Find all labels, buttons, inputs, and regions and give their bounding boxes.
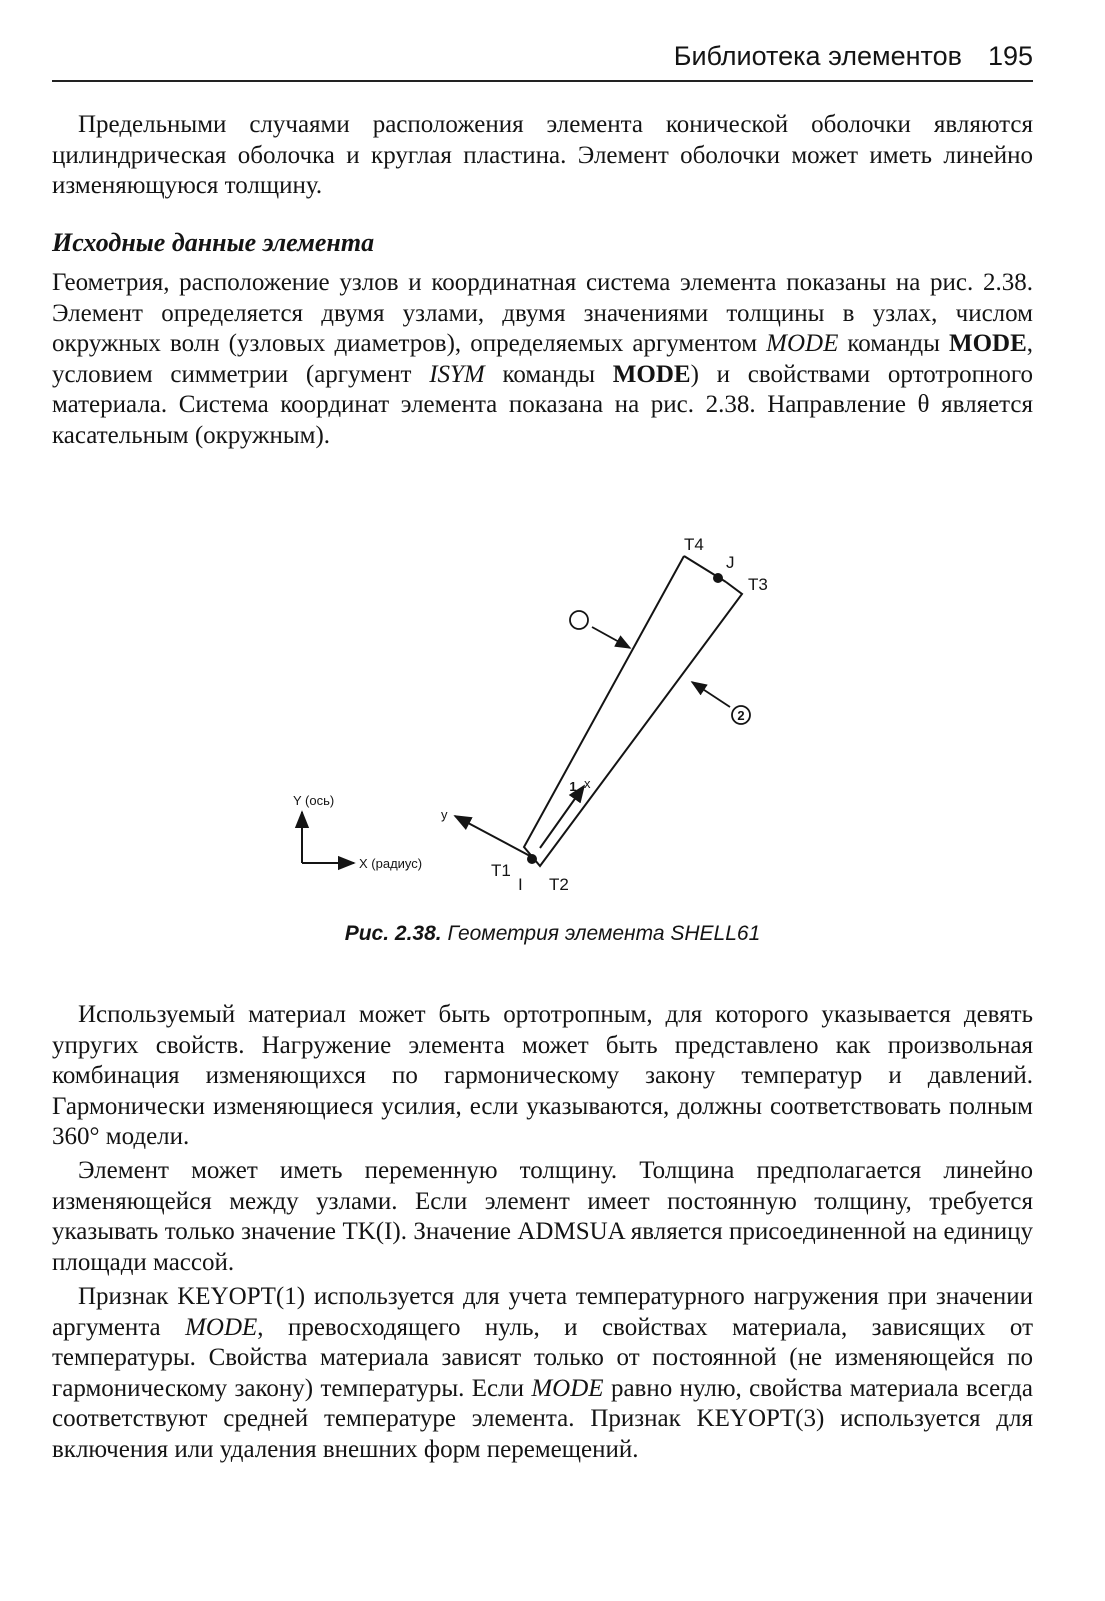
callout-1-number: 1: [569, 779, 577, 794]
label-j: J: [726, 553, 735, 572]
p1-mode-command-2: MODE: [612, 360, 691, 388]
input-data-paragraph: [52, 268, 1033, 451]
label-t2: T2: [549, 875, 569, 894]
node-j: [713, 573, 723, 583]
p4-mode-argument-2: MODE: [531, 1374, 604, 1402]
section-heading: Исходные данные элемента: [52, 228, 375, 257]
p1-text-a: Геометрия, расположение узлов и координатная система элемента показаны на рис. 2.38. Элемент определяется двумя узлами, двумя значениями толщины в узлах, числом окружных волн (узловых диаметров), определяемых аргументом: [52, 269, 1033, 357]
p1-isym-argument: ISYM: [429, 360, 485, 388]
label-global-y: Y (ось): [293, 793, 335, 808]
label-local-y: y: [441, 807, 448, 822]
callout-1-circle: [570, 611, 588, 629]
page-number: 195: [987, 41, 1033, 71]
element-outline: [524, 556, 745, 866]
figure-shell61: [0, 520, 1105, 930]
p1-mode-argument: MODE: [766, 330, 839, 357]
running-header: [52, 38, 1033, 82]
p4-mode-argument: MODE: [185, 1313, 258, 1341]
header-title: Библиотека элементов: [673, 41, 962, 71]
p4-text-c: равно нулю, свойства материала всегда соответствуют средней температуре элемента. Признак KEYOPT(3) используется для включения или удаления внешних форм перемещений.: [52, 1374, 1033, 1463]
p1-text-c: , условием симметрии (аргумент: [52, 330, 1033, 388]
thickness-paragraph: Элемент может иметь переменную толщину. Толщина предполагается линейно изменяющейся между узлами. Если элемент имеет постоянную толщину, требуется указывать только значение TK(I). Значение ADMSUA является присоединенной на единицу площади массой.: [52, 1157, 1033, 1276]
callout-2-number: 2: [737, 708, 745, 723]
caption-text: Геометрия элемента SHELL61: [447, 922, 761, 945]
label-t4: T4: [684, 535, 704, 554]
p1-text-b: команды: [838, 330, 949, 357]
intro-paragraph: Предельными случаями расположения элемента конической оболочки являются цилиндрическая оболочка и круглая пластина. Элемент оболочки может иметь линейно изменяющуюся толщину.: [52, 111, 1033, 199]
local-y-axis: [455, 816, 530, 856]
p4-text-a: Признак KEYOPT(1) используется для учета температурного нагружения при значении аргумента: [52, 1283, 1033, 1341]
label-t3: T3: [748, 575, 768, 594]
callout-1-arrow: [592, 627, 630, 648]
p1-text-d: команды: [484, 360, 613, 388]
label-i: I: [518, 875, 523, 894]
callout-2-arrow: [692, 682, 730, 707]
label-global-x: X (радиус): [359, 856, 423, 871]
label-t1: T1: [491, 861, 511, 880]
caption-number: Рис. 2.38.: [344, 922, 442, 945]
p1-text-e: ) и свойствами ортотропного материала. Система координат элемента показана на рис. 2.38. Направление θ является касательным (окружным).: [52, 360, 1033, 449]
label-local-x: x: [584, 776, 591, 791]
keyopt-paragraph: [52, 1282, 1033, 1465]
p1-mode-command: MODE: [948, 330, 1027, 357]
p4-text-b: , превосходящего нуль, и свойствах материала, зависящих от температуры. Свойства материала зависят только от постоянной (не изменяющейся по гармоническому закону) температуры. Если: [52, 1313, 1033, 1402]
figure-caption: [0, 922, 1105, 946]
material-paragraph: Используемый материал может быть ортотропным, для которого указывается девять упругих свойств. Нагружение элемента может быть представлено как произвольная комбинация изменяющихся по гармоническому закону температур и давлений. Гармонически изменяющиеся усилия, если указываются, должны соответствовать полным 360° модели.: [52, 1001, 1033, 1150]
element-geometry-diagram: [0, 520, 1105, 930]
